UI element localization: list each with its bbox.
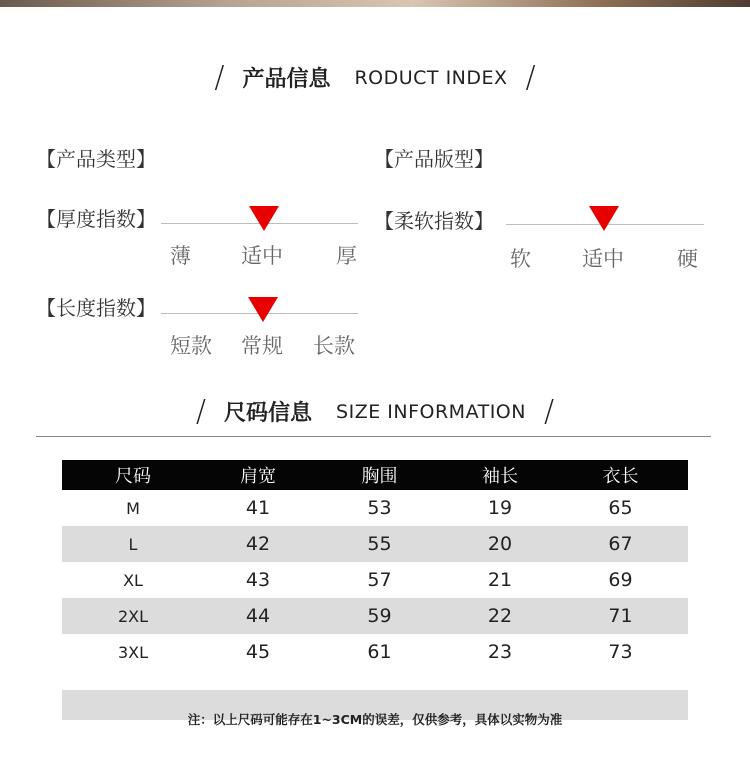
- cell-chest: 59: [367, 605, 392, 627]
- header-chest: 胸围: [361, 466, 398, 487]
- softness-label: 【柔软指数】: [374, 209, 494, 233]
- softness-marker-icon: [589, 206, 619, 231]
- cell-size: XL: [123, 570, 143, 590]
- cell-sleeve: 23: [487, 641, 513, 663]
- table-header-row: [62, 460, 688, 490]
- cell-size: L: [128, 534, 138, 554]
- cell-shoulder: 44: [245, 605, 271, 627]
- table-row: [62, 490, 688, 526]
- cell-size: 2XL: [117, 606, 149, 626]
- cell-size: M: [126, 498, 140, 518]
- product-info-title-zh: 产品信息: [242, 67, 331, 92]
- section-divider: [36, 436, 711, 437]
- thickness-option-medium: 适中: [241, 244, 283, 268]
- length-label: 【长度指数】: [36, 296, 156, 320]
- size-title-slash-right: /: [543, 394, 555, 429]
- cell-sleeve: 21: [487, 569, 513, 591]
- cell-length: 69: [608, 569, 633, 591]
- thickness-label: 【厚度指数】: [36, 207, 156, 231]
- thickness-option-thin: 薄: [170, 244, 191, 268]
- size-info-title-zh: 尺码信息: [224, 401, 313, 426]
- table-row: [62, 526, 688, 562]
- length-marker-icon: [248, 297, 278, 322]
- cell-chest: 55: [367, 533, 392, 555]
- length-option-short: 短款: [170, 334, 212, 358]
- header-length: 衣长: [602, 466, 639, 487]
- softness-option-medium: 适中: [582, 247, 624, 271]
- product-info-title: [0, 60, 750, 95]
- header-sleeve: 袖长: [482, 466, 518, 487]
- size-title-slash-left: /: [195, 394, 207, 429]
- thickness-option-thick: 厚: [336, 244, 357, 268]
- cell-chest: 57: [367, 569, 392, 591]
- size-info-title-en: SIZE INFORMATION: [336, 400, 526, 423]
- table-row: [62, 598, 688, 634]
- size-info-title: [0, 394, 750, 429]
- cell-shoulder: 45: [245, 641, 271, 663]
- title-slash-right: /: [525, 60, 536, 95]
- top-photo-strip: [0, 0, 750, 7]
- cell-sleeve: 22: [487, 605, 513, 627]
- softness-option-hard: 硬: [677, 247, 698, 271]
- cell-length: 67: [608, 533, 633, 555]
- cell-sleeve: 19: [487, 497, 513, 519]
- size-note: 注：以上尺码可能存在1~3CM的误差，仅供参考，具体以实物为准: [187, 712, 563, 727]
- cell-size: 3XL: [117, 642, 149, 662]
- thickness-marker-icon: [249, 206, 279, 231]
- length-option-regular: 常规: [241, 334, 283, 358]
- cell-shoulder: 41: [245, 497, 271, 519]
- title-slash-left: /: [214, 60, 225, 95]
- product-info-title-en: RODUCT INDEX: [354, 66, 508, 89]
- table-row: [62, 634, 688, 670]
- table-row: [62, 562, 688, 598]
- size-table: [62, 460, 688, 720]
- cell-length: 73: [608, 641, 633, 663]
- softness-option-soft: 软: [510, 247, 531, 271]
- cell-length: 71: [608, 605, 633, 627]
- cell-sleeve: 20: [487, 533, 513, 555]
- cell-shoulder: 42: [245, 533, 271, 555]
- cell-chest: 61: [367, 641, 392, 663]
- length-option-long: 长款: [313, 334, 355, 358]
- product-version-label: 【产品版型】: [374, 147, 494, 171]
- cell-length: 65: [608, 497, 633, 519]
- product-type-label: 【产品类型】: [36, 147, 156, 171]
- header-shoulder: 肩宽: [240, 466, 276, 487]
- header-size: 尺码: [115, 466, 151, 487]
- cell-shoulder: 43: [245, 569, 271, 591]
- cell-chest: 53: [367, 497, 392, 519]
